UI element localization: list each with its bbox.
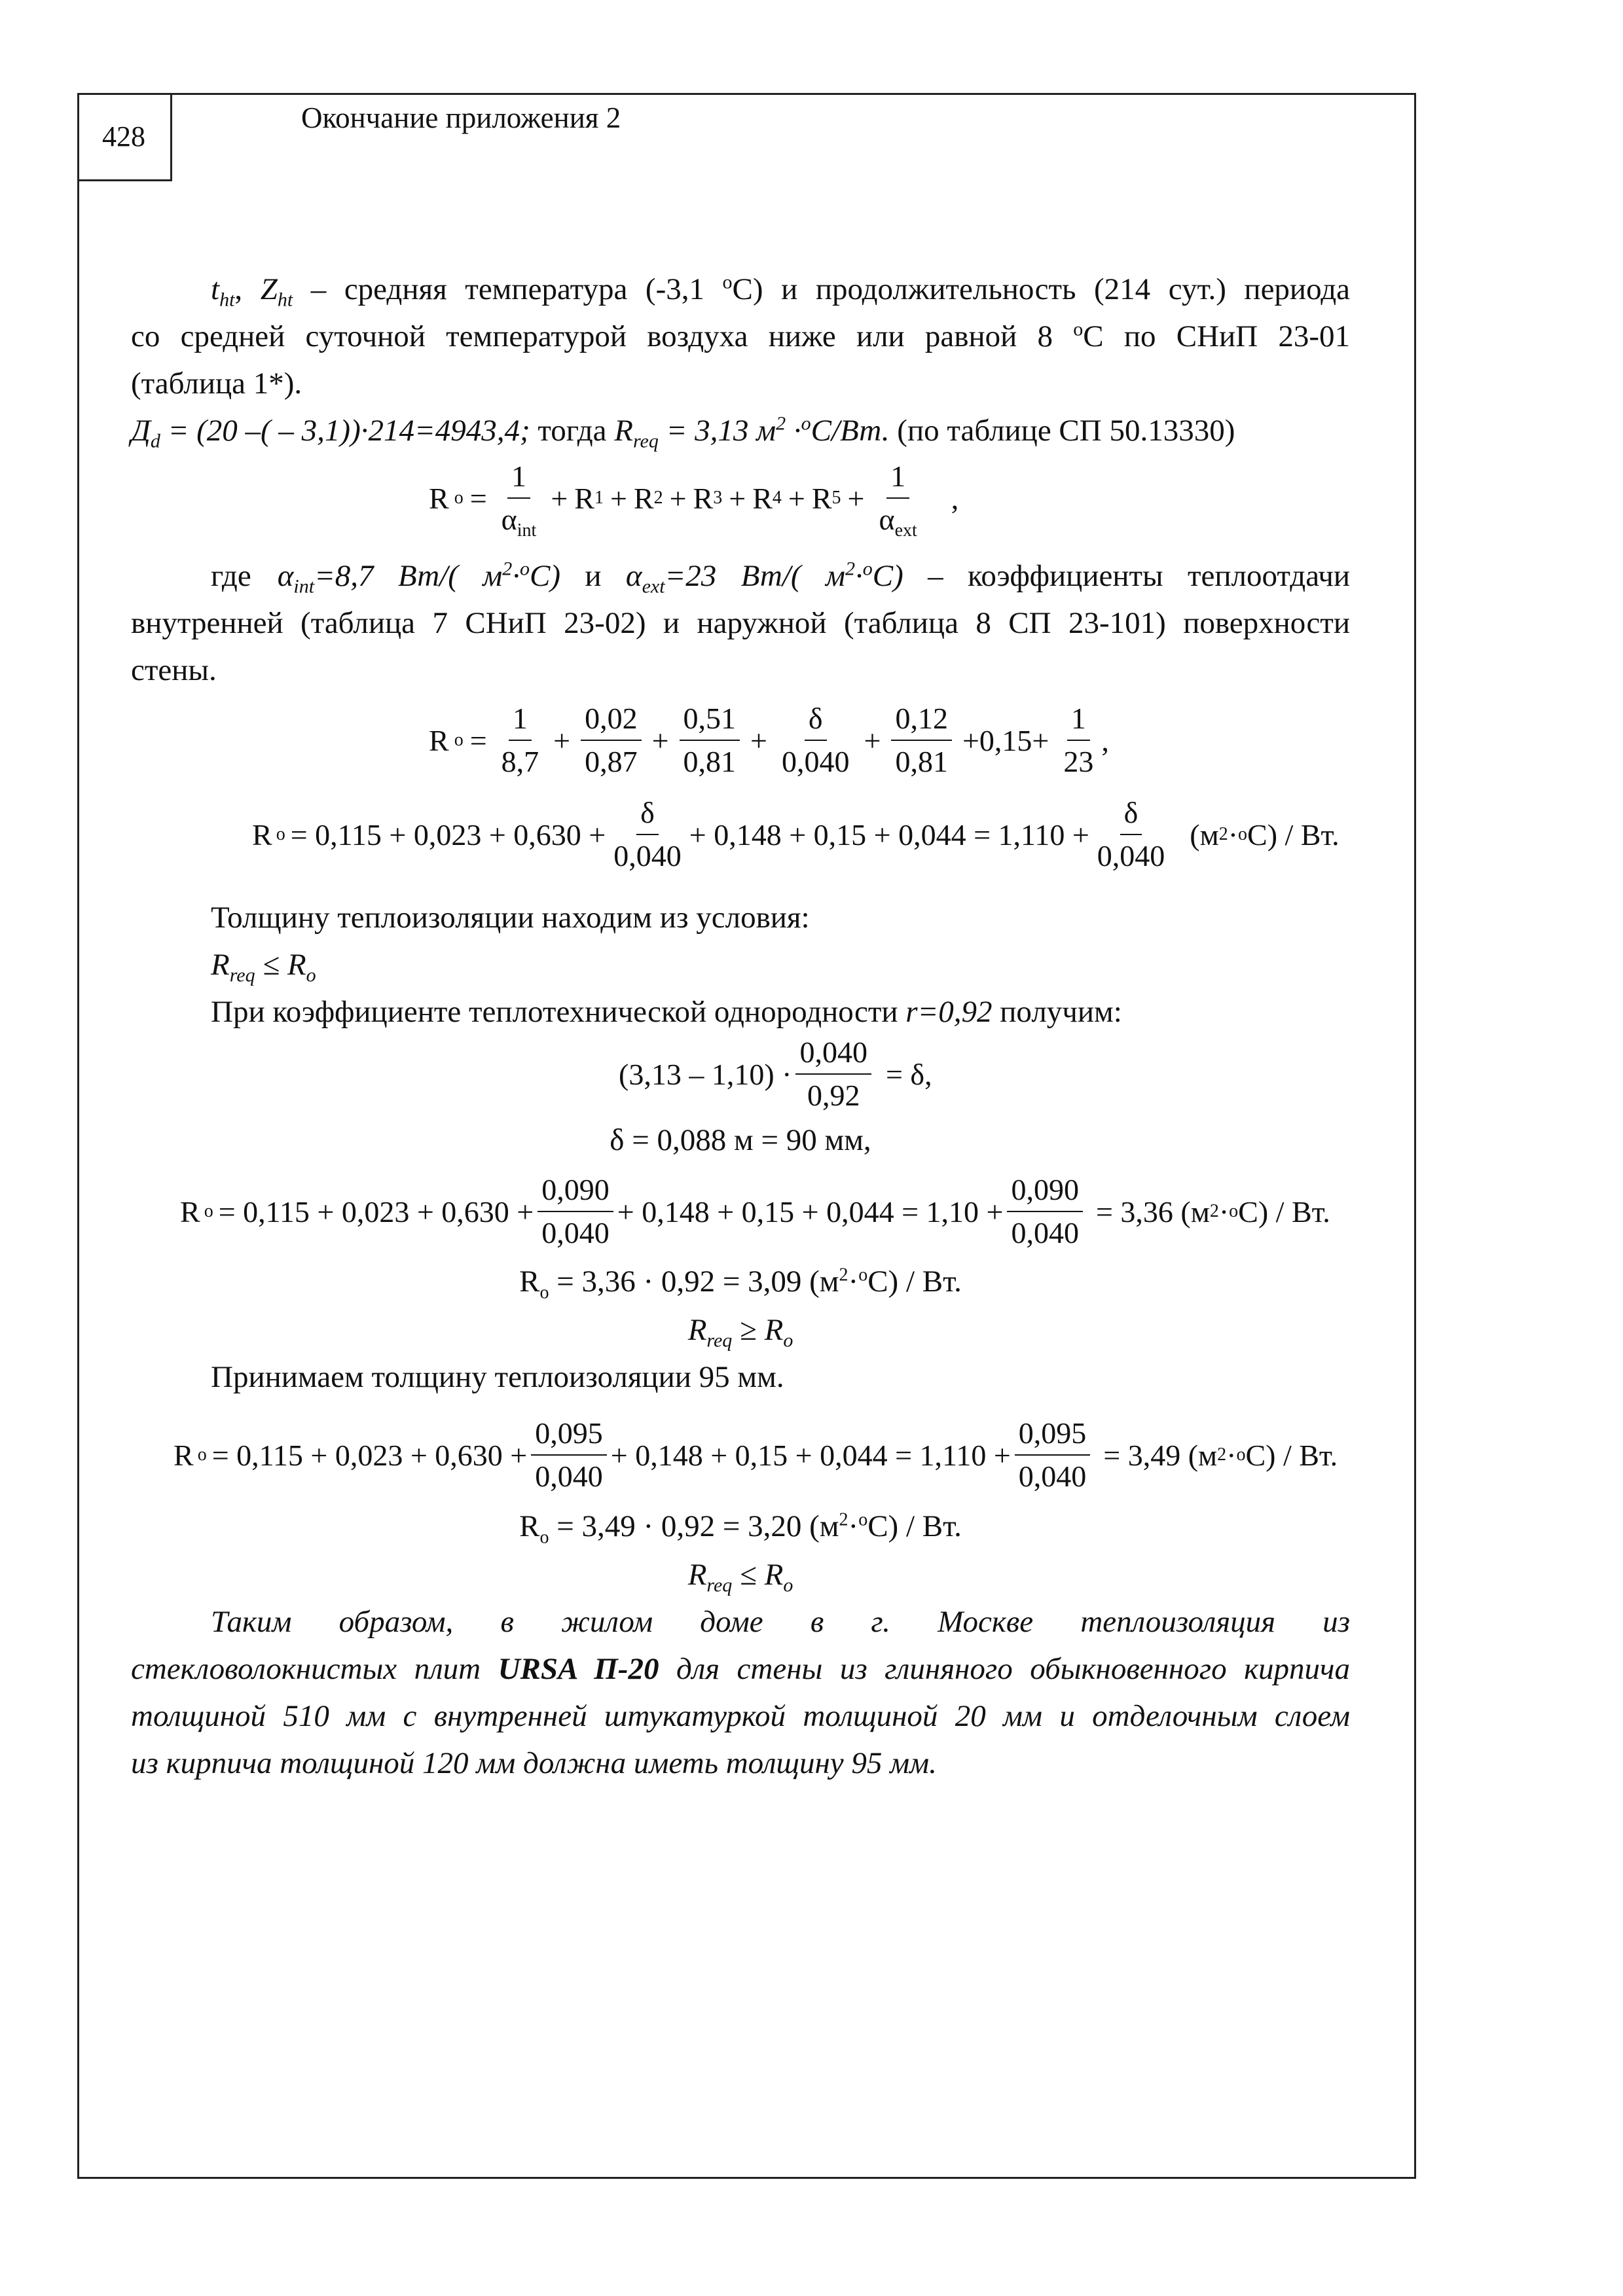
conclusion-line1: Таким образом, в жилом доме в г. Москве теплоизоляция из <box>211 1605 1350 1639</box>
conclusion-line2: стекловолокнистых плит URSA П-20 для стены из глиняного обыкновенного кирпича <box>131 1652 1350 1686</box>
conclusion-line3: толщиной 510 мм с внутренней штукатуркой толщиной 20 мм и отделочным слоем <box>131 1699 1350 1733</box>
paragraph-tht: $t_{ht}$, $Z_{ht}$ – средняя температура (-3,1 $^о$С) и продолжительность (214 сут.) периода <box>211 271 1351 311</box>
paragraph-uniformity: При коэффициенте теплотехнической однородности r=0,92 получим: <box>211 995 1122 1029</box>
appendix-header: Окончание приложения 2 <box>301 101 621 134</box>
equation-ro-095: R о = 0,115 + 0,023 + 0,630 + $\frac{0,095}{0,040}$ + 0,148 + 0,15 + 0,044 = 1,110 + $\frac{0,095}{0,040}$ = 3,49 (м 2 · о С) / Вт. <box>173 1416 1338 1493</box>
equation-delta-result: δ = 0,088 м = 90 мм, <box>610 1123 871 1157</box>
paragraph-alpha: где $\alpha_{int}=8,7$ Вт/( $м^2\cdot^оС$) и $\alpha_{ext}=23$ Вт/( $м^2\cdot^оС$) – коэффициенты теплоотдачи <box>211 558 1350 598</box>
paragraph-tht-line2: со средней суточной температурой воздуха ниже или равной 8 $^о$С по СНиП 23-01 <box>131 318 1350 353</box>
equation-ro-090: R о = 0,115 + 0,023 + 0,630 + $\frac{0,090}{0,040}$ + 0,148 + 0,15 + 0,044 = 1,10 + $\frac{0,090}{0,040}$ = 3,36 (м 2 · о С) / Вт. <box>180 1173 1330 1249</box>
paragraph-accept-95: Принимаем толщину теплоизоляции 95 мм. <box>211 1360 784 1394</box>
paragraph-alpha-line3: стены. <box>131 653 217 687</box>
equation-ro-delta: R о = 0,115 + 0,023 + 0,630 + $\frac{\delta}{0,040}$ + 0,148 + 0,15 + 0,044 = 1,110 + $\frac{\delta}{0,040}$ (м 2 · о С) / Вт. <box>252 796 1340 872</box>
condition-req-ge-ro: $R_{req} \ge R_o$ <box>687 1313 793 1352</box>
equation-delta-calc: (3,13 – 1,10) · $\frac{0,040}{0,92}$ = δ, <box>619 1035 932 1112</box>
degree-days-line: $Д_d = (20$ –( – 3,1))·214=4943,4; тогда $R_{req} = 3,13$ $м^2 \cdot^оС/Вт$. (по таблице СП 50.13330) <box>131 412 1235 452</box>
paragraph-tht-line3: (таблица 1*). <box>131 367 302 401</box>
page-number: 428 <box>77 93 172 181</box>
condition-req-le-ro-final: $R_{req} \le R_o$ <box>687 1558 793 1596</box>
condition-req-le-ro: $R_{req} \le R_o$ <box>211 948 316 986</box>
equation-ro-values: R о = $\frac{1}{8,7}$ + $\frac{0,02}{0,87}$ + $\frac{0,51}{0,81}$ + $\frac{\delta}{0,040}$ + $\frac{0,12}{0,81}$ +0,15+ $\frac{1}{23}$ , <box>429 702 1109 778</box>
conclusion-line4: из кирпича толщиной 120 мм должна иметь толщину 95 мм. <box>131 1746 937 1780</box>
equation-ro-320: $R_о = 3,49 \cdot 0,92 = 3,20$ $(м^2\cdot^оС)$ / Вт. <box>519 1509 962 1548</box>
paragraph-thickness-condition: Толщину теплоизоляции находим из условия: <box>211 901 810 935</box>
paragraph-alpha-line2: внутренней (таблица 7 СНиП 23-02) и наружной (таблица 8 СП 23-101) поверхности <box>131 606 1350 640</box>
equation-ro-general: R о = $\frac{1}{\alpha_{int}}$ + R 1 + R 2 + R 3 + R 4 + R 5 + $\frac{1}{\alpha_{ext}}$ , <box>429 459 959 541</box>
equation-ro-309: $R_о = 3,36 \cdot 0,92 = 3,09$ $(м^2\cdot^оС)$ / Вт. <box>519 1265 962 1303</box>
